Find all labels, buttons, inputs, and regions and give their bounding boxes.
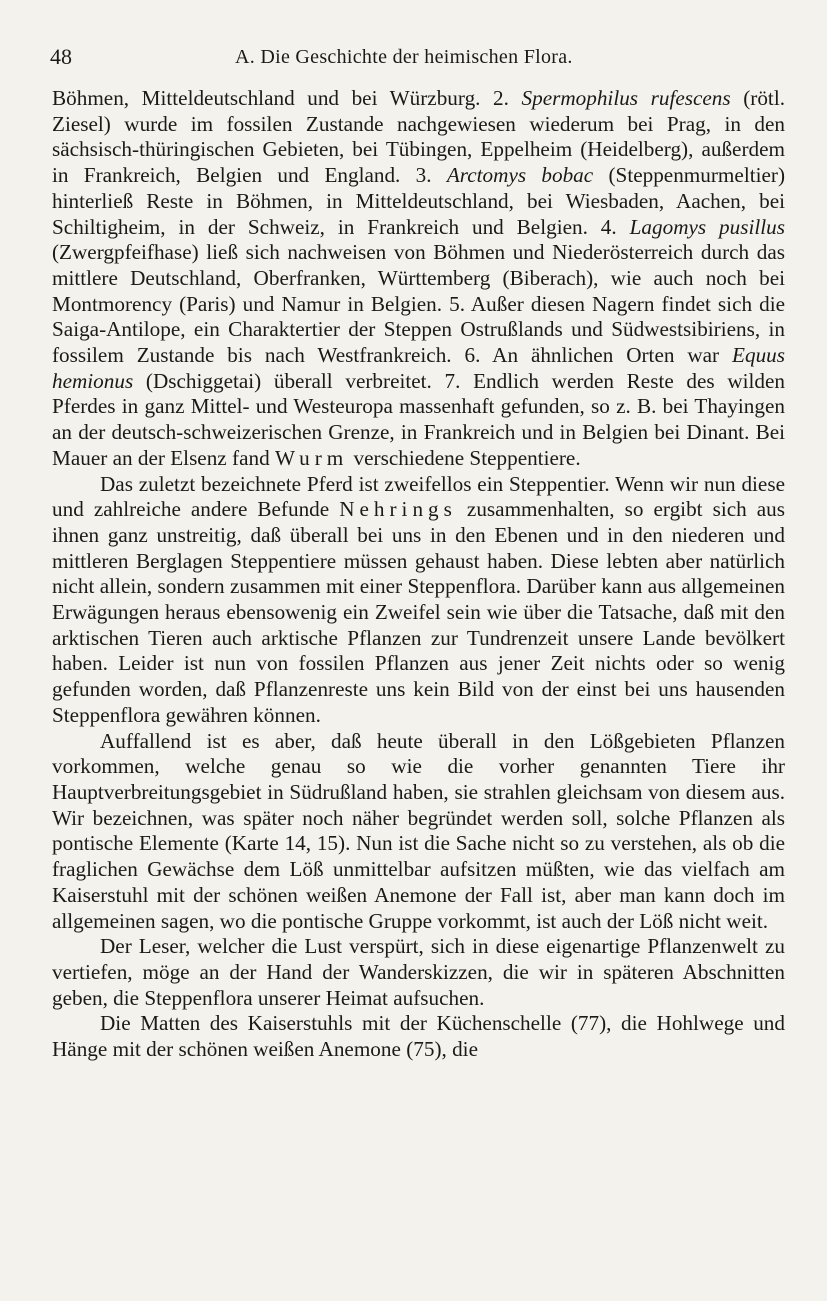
running-header xyxy=(50,40,790,74)
paragraph-2 xyxy=(52,472,785,729)
text-run: (Steppenmurmeltier) hinterließ Reste in Böhmen, in Mitteldeutschland, bei Wiesbaden, Aachen, bei Schiltigheim, in der Schweiz, in Frankreich und Belgien. 4. xyxy=(52,163,785,239)
text-run: (Dschiggetai) überall verbreitet. 7. Endlich werden Reste des wilden Pferdes in ganz Mittel- und Westeuropa massenhaft gefunden, so z. B. bei Thayingen an der deutsch-schweizerischen Grenze, in Frankreich und in Belgien bei Dinant. Bei Mauer an der Elsenz fand xyxy=(52,368,785,470)
page-number: 48 xyxy=(50,44,72,69)
species-name: Arctomys bobac xyxy=(446,163,594,188)
species-name: Spermophilus rufescens xyxy=(521,86,731,110)
paragraph-3: Auffallend ist es aber, daß heute überall in den Lößgebieten Pflanzen vorkommen, welche genau so wie die vorher genannten Tiere ihr Hauptverbreitungsgebiet in Südrußland haben, sie strahlen gleichsam von diesem aus. Wir bezeichnen, was später noch näher begründet werden soll, solche Pflanzen als pontische Elemente (Karte 14, 15). Nun ist die Sache nicht so zu verstehen, als ob die fraglichen Gewächse dem Löß unmittelbar aufsitzen müßten, wie das vielfach am Kaiserstuhl mit der schönen weißen Anemone der Fall ist, aber man kann doch im allgemeinen sagen, wo die pontische Gruppe vorkommt, ist auch der Löß nicht weit. xyxy=(52,728,785,933)
body-text xyxy=(52,86,785,1286)
species-name: Lagomys pusillus xyxy=(629,214,785,239)
paragraph-5: Die Matten des Kaiserstuhls mit der Küchenschelle (77), die Hohlwege und Hänge mit der schönen weißen Anemone (75), die xyxy=(52,1011,785,1062)
author-name: Wurm xyxy=(274,445,349,470)
text-run: zusammenhalten, so ergibt sich aus ihnen ganz unstreitig, daß überall bei uns in den Ebenen und in den niederen und mittleren Berglagen Steppentiere müssen gehaust haben. Diese lebten aber natürlich nicht allein, sondern zusammen mit einer Steppenflora. Darüber kann aus allgemeinen Erwägungen heraus ebensowenig ein Zweifel sein wie über die Tatsache, daß mit den arktischen Tieren auch arktische Pflanzen zur Tundrenzeit unsere Lande bevölkert haben. Leider ist nun von fossilen Pflanzen aus jener Zeit nichts oder so wenig gefunden worden, daß Pflanzenreste uns kein Bild von der einst bei uns hausenden Steppenflora gewähren können. xyxy=(52,497,785,727)
text-run: (Zwergpfeifhase) ließ sich nachweisen von Böhmen und Niederösterreich durch das mittlere Deutschland, Oberfranken, Württemberg (Biberach), wie auch noch bei Montmorency (Paris) und Namur in Belgien. 5. Außer diesen Nagern findet sich die Saiga-Antilope, ein Charaktertier der Steppen Ostrußlands und Südwestsibiriens, in fossilem Zustande bis nach Westfrankreich. 6. An ähnlichen Orten war xyxy=(52,240,785,368)
author-name: Nehrings xyxy=(339,497,457,522)
paragraph-1 xyxy=(52,86,785,472)
species-name: Equus hemionus xyxy=(52,343,785,393)
text-run: (rötl. Ziesel) wurde im fossilen Zustande nachgewiesen wiederum bei Prag, in den sächsisch-thüringischen Gebieten, bei Tübingen, Eppelheim (Heidelberg), außerdem in Frankreich, Belgien und England. 3. xyxy=(52,86,786,188)
text-run: Das zuletzt bezeichnete Pferd ist zweifellos ein Steppentier. Wenn wir nun diese und zahlreiche andere Befunde xyxy=(52,471,785,522)
running-title: A. Die Geschichte der heimischen Flora. xyxy=(235,46,573,68)
text-run: verschiedene Steppentiere. xyxy=(348,445,581,470)
text-run: Böhmen, Mitteldeutschland und bei Würzburg. 2. xyxy=(52,86,522,110)
paragraph-4: Der Leser, welcher die Lust verspürt, sich in diese eigenartige Pflanzenwelt zu vertiefen, möge an der Hand der Wanderskizzen, die wir in späteren Abschnitten geben, die Steppenflora unserer Heimat aufsuchen. xyxy=(52,934,785,1010)
